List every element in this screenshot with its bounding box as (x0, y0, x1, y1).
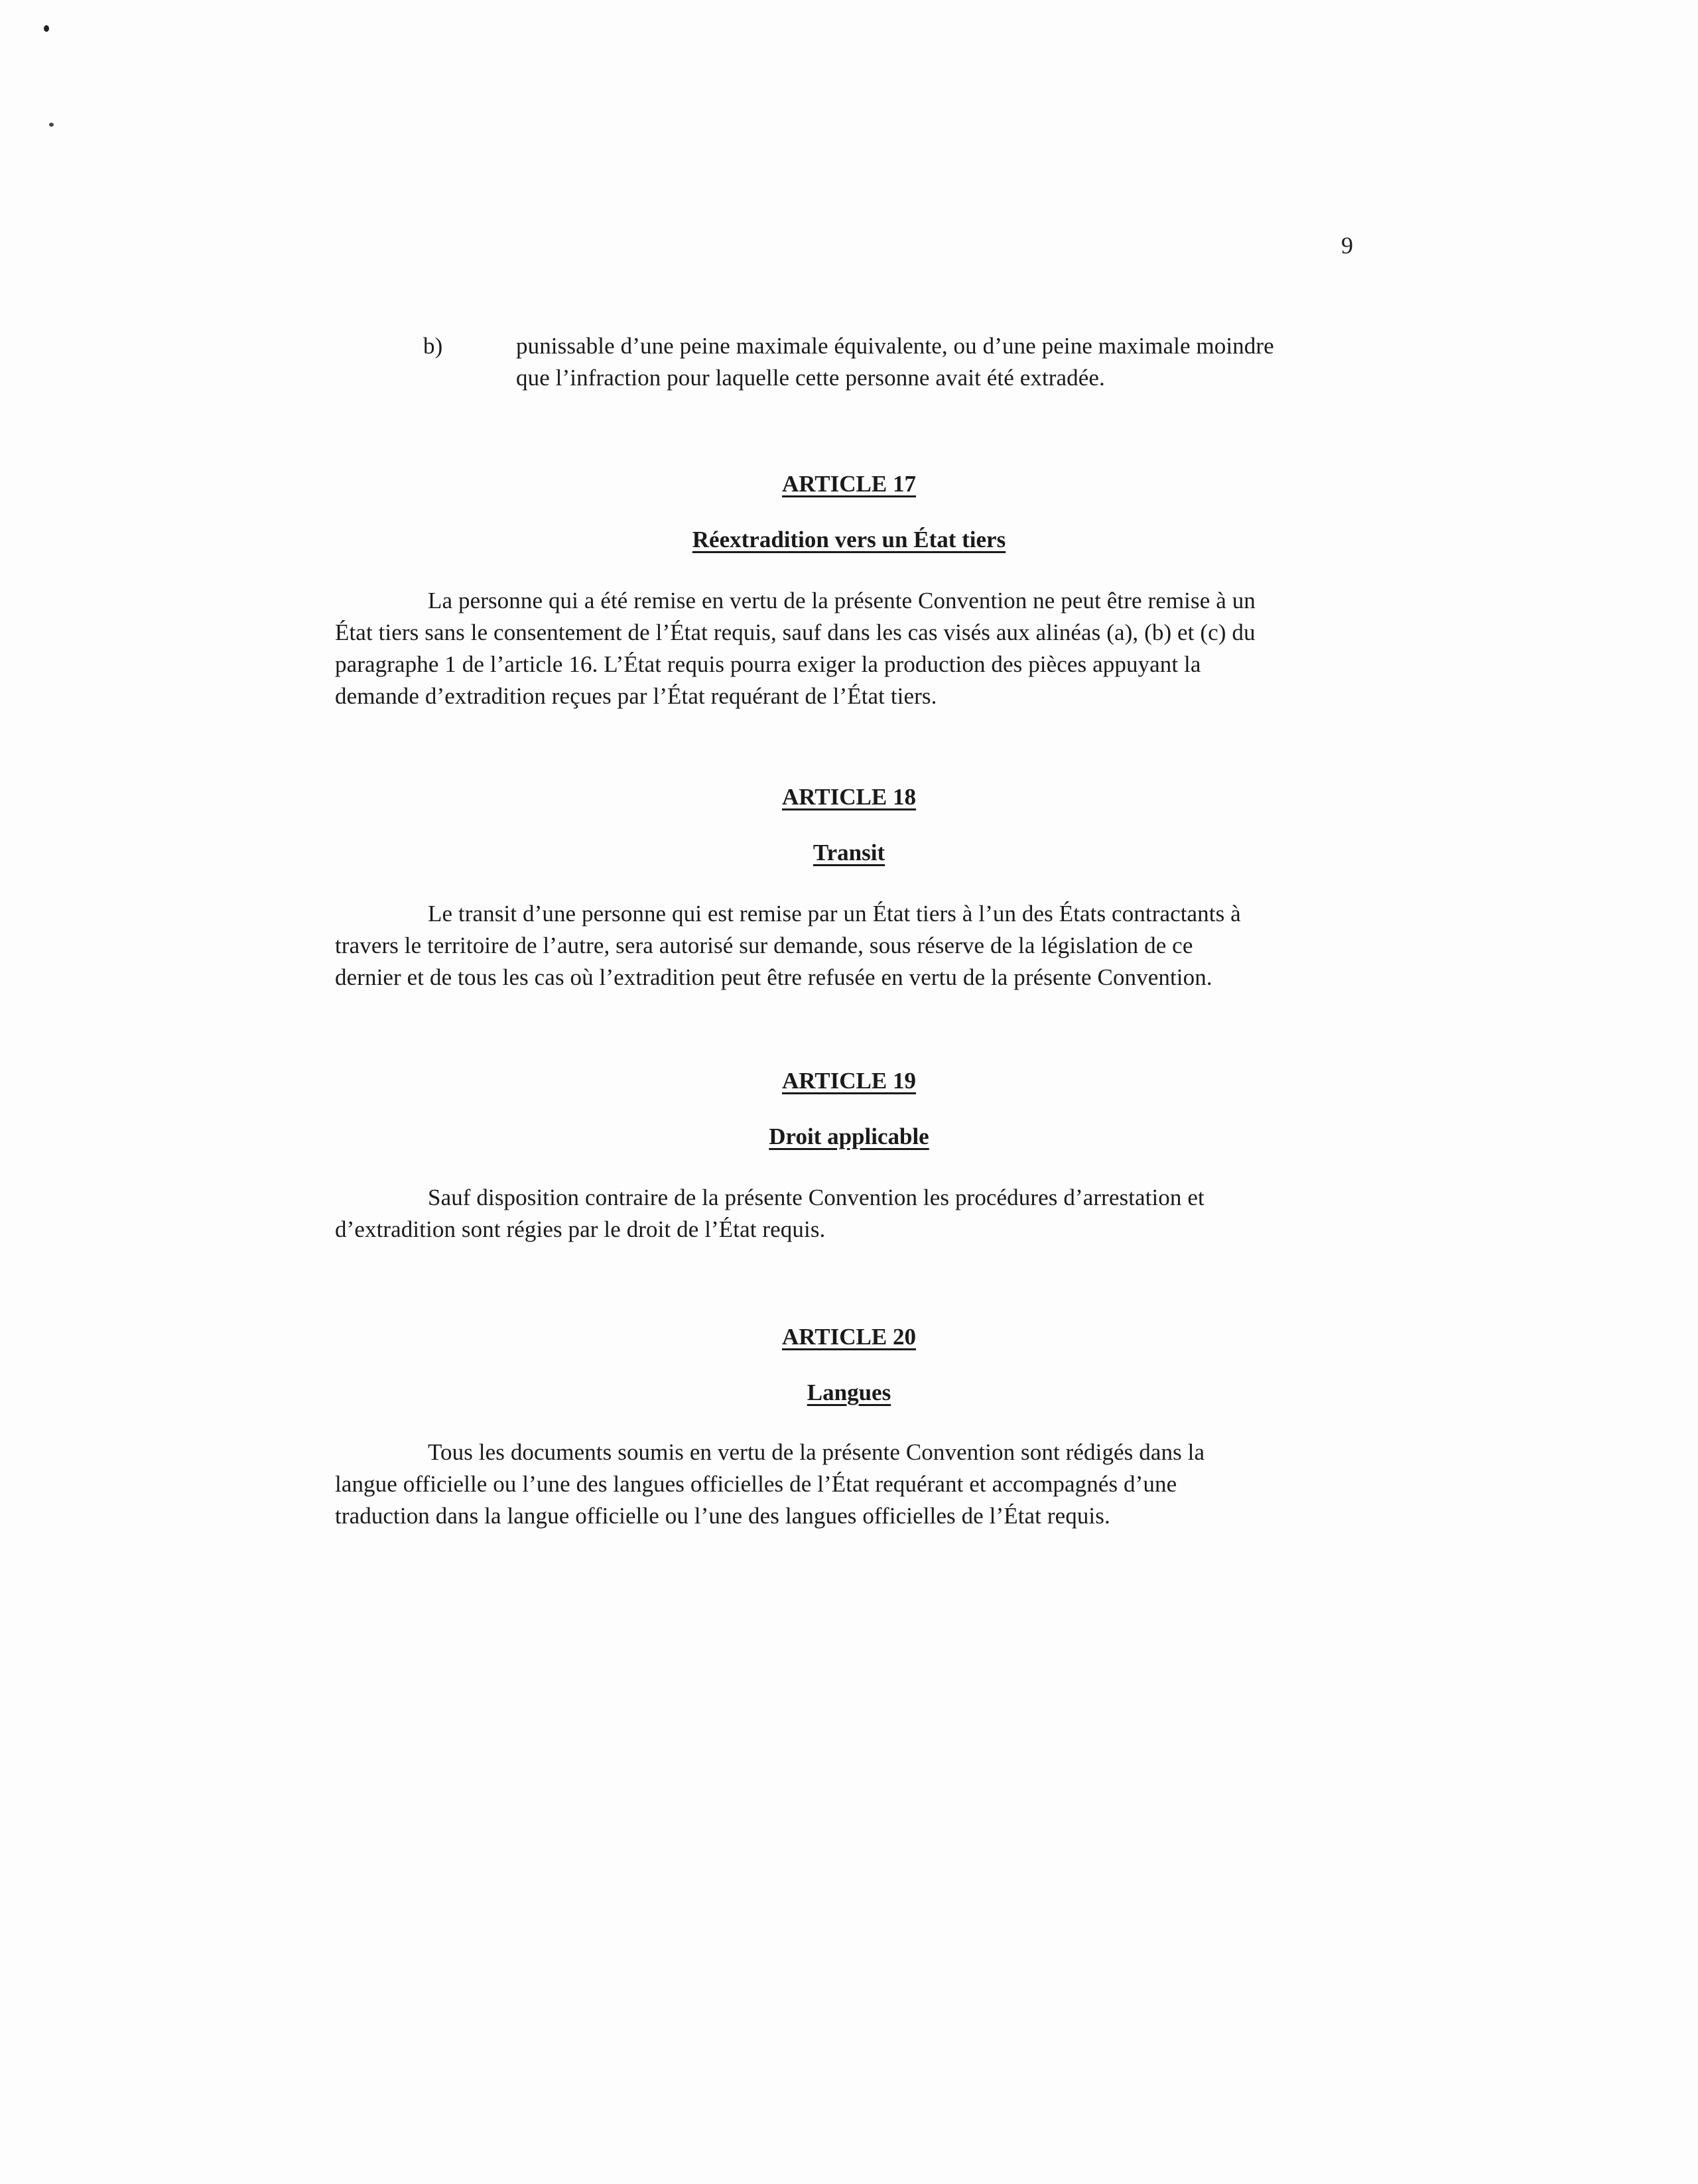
article-20-heading: ARTICLE 20 (781, 1324, 916, 1350)
article-17-paragraph (335, 585, 1370, 712)
text-line: langue officielle ou l’une des langues officielles de l’État requérant et accompagnés d’une (335, 1471, 1177, 1497)
scan-speck (49, 123, 54, 127)
text-line: travers le territoire de l’autre, sera autorisé sur demande, sous réserve de la législation de ce (335, 932, 1193, 958)
text-line: d’extradition sont régies par le droit de l’État requis. (335, 1216, 826, 1242)
list-item-marker: b) (423, 333, 443, 359)
text-line: Tous les documents soumis en vertu de la présente Convention sont rédigés dans la (428, 1439, 1205, 1465)
text-line: dernier et de tous les cas où l’extradition peut être refusée en vertu de la présente Convention. (335, 964, 1212, 990)
scan-speck (44, 25, 49, 32)
text-line: État tiers sans le consentement de l’État requis, sauf dans les cas visés aux alinéas (a), (b) et (c) du (335, 619, 1256, 645)
text-line: que l’infraction pour laquelle cette personne avait été extradée. (516, 365, 1105, 391)
article-19-paragraph (335, 1182, 1370, 1246)
text-line: La personne qui a été remise en vertu de la présente Convention ne peut être remise à un (428, 588, 1256, 613)
article-17-title: Réextradition vers un État tiers (692, 527, 1006, 552)
text-line: traduction dans la langue officielle ou l’une des langues officielles de l’État requis. (335, 1503, 1110, 1529)
text-line: punissable d’une peine maximale équivalente, ou d’une peine maximale moindre (516, 333, 1274, 359)
text-line: Le transit d’une personne qui est remise par un État tiers à l’un des États contractants à (428, 901, 1241, 927)
text-line: demande d’extradition reçues par l’État requérant de l’État tiers. (335, 683, 937, 709)
article-18-title: Transit (813, 840, 885, 866)
text-line: Sauf disposition contraire de la présente Convention les procédures d’arrestation et (428, 1185, 1205, 1210)
list-item-body (516, 330, 1378, 394)
article-18-heading: ARTICLE 18 (781, 784, 916, 810)
article-17-heading: ARTICLE 17 (781, 471, 916, 497)
page-number: 9 (1341, 232, 1353, 259)
article-19-title: Droit applicable (769, 1124, 929, 1149)
article-19-heading: ARTICLE 19 (781, 1068, 916, 1094)
text-line: paragraphe 1 de l’article 16. L’État requis pourra exiger la production des pièces appuyant la (335, 651, 1201, 677)
article-20-title: Langues (807, 1380, 891, 1405)
article-20-paragraph (335, 1437, 1370, 1532)
article-18-paragraph (335, 898, 1370, 994)
